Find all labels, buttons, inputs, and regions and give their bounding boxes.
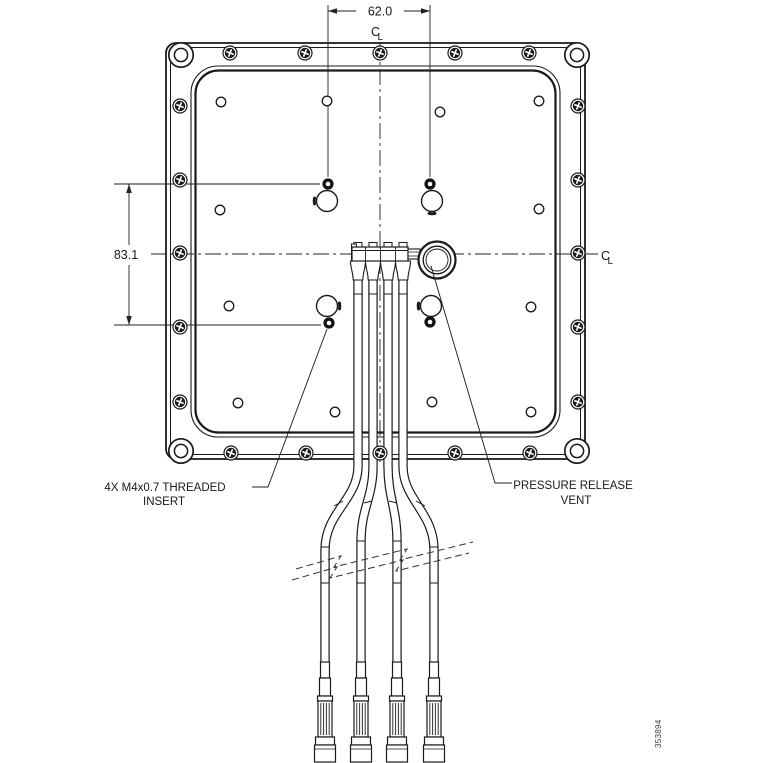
connector-flange bbox=[316, 737, 335, 745]
ring-inner bbox=[570, 48, 583, 61]
screw-icon bbox=[223, 46, 237, 60]
connector-crimp bbox=[354, 701, 368, 737]
screw-icon bbox=[571, 99, 585, 113]
screw-icon bbox=[523, 446, 537, 460]
connector-crimp bbox=[318, 701, 332, 737]
strain-relief-cone bbox=[381, 261, 396, 280]
panel-hole bbox=[534, 96, 544, 106]
connector-neck bbox=[430, 662, 439, 678]
panel-hole bbox=[526, 407, 536, 417]
threaded-insert-icon bbox=[424, 316, 435, 327]
hole-circle bbox=[317, 191, 338, 212]
dim-83-label: 83.1 bbox=[113, 248, 139, 262]
panel-hole bbox=[216, 97, 226, 107]
connector-neck bbox=[321, 662, 330, 678]
insert-bore bbox=[428, 182, 433, 187]
insert-bore bbox=[326, 182, 331, 187]
connector-crimp bbox=[390, 701, 404, 737]
screw-icon bbox=[299, 446, 313, 460]
screw-icon bbox=[373, 46, 387, 60]
ring-inner bbox=[174, 48, 187, 61]
threaded-insert-icon bbox=[323, 317, 334, 328]
cl-c-glyph: C bbox=[601, 249, 611, 263]
hole-circle bbox=[317, 296, 338, 317]
connector-cap bbox=[427, 696, 442, 701]
cl-l-glyph: L bbox=[377, 32, 384, 43]
screw-icon bbox=[173, 395, 187, 409]
connector-body bbox=[424, 745, 445, 762]
corner-screw-icon bbox=[565, 43, 589, 67]
connector-flange bbox=[352, 737, 371, 745]
panel-hole bbox=[322, 96, 332, 106]
pressure-vent-label-line1: PRESSURE RELEASE bbox=[513, 480, 633, 492]
rf-connector-4 bbox=[424, 662, 445, 762]
connector-flange bbox=[425, 737, 444, 745]
strain-relief-cone bbox=[366, 261, 381, 280]
connector-body bbox=[315, 745, 336, 762]
hole-circle bbox=[421, 296, 442, 317]
centerline-symbol-right bbox=[601, 249, 614, 267]
connector-cap bbox=[354, 696, 369, 701]
connector-ferrule bbox=[392, 678, 403, 696]
connector-neck bbox=[357, 662, 366, 678]
strain-relief-cone bbox=[351, 261, 366, 280]
screw-icon bbox=[571, 395, 585, 409]
strain-relief-cone bbox=[396, 261, 411, 280]
connector-neck bbox=[393, 662, 402, 678]
corner-screw-icon bbox=[169, 43, 193, 67]
threaded-insert-label-line2: INSERT bbox=[143, 496, 185, 508]
screw-icon bbox=[448, 46, 462, 60]
panel-hole bbox=[330, 407, 340, 417]
pressure-release-vent bbox=[419, 242, 456, 279]
panel-hole bbox=[215, 205, 225, 215]
connector-flange bbox=[388, 737, 407, 745]
connector-crimp bbox=[427, 701, 441, 737]
part-number: 353894 bbox=[654, 719, 663, 748]
screw-icon bbox=[224, 446, 238, 460]
rf-connector-2 bbox=[351, 662, 372, 762]
panel-hole bbox=[435, 107, 445, 117]
connector-ferrule bbox=[429, 678, 440, 696]
insert-bore bbox=[327, 321, 332, 326]
screw-icon bbox=[298, 46, 312, 60]
pressure-vent-label-line2: VENT bbox=[560, 495, 592, 507]
screw-icon bbox=[173, 173, 187, 187]
connector-cap bbox=[318, 696, 333, 701]
screw-icon bbox=[173, 320, 187, 334]
screw-icon bbox=[571, 173, 585, 187]
cl-c-glyph: C bbox=[371, 25, 381, 39]
panel-hole bbox=[526, 302, 536, 312]
connector-body bbox=[351, 745, 372, 762]
connector-cap bbox=[390, 696, 405, 701]
screw-icon bbox=[571, 246, 585, 260]
connector-ferrule bbox=[356, 678, 367, 696]
dim-62-label: 62.0 bbox=[367, 4, 393, 19]
screw-icon bbox=[522, 46, 536, 60]
connector-body bbox=[387, 745, 408, 762]
cl-l-glyph: L bbox=[607, 256, 614, 267]
ring-inner bbox=[174, 444, 187, 457]
panel-hole bbox=[534, 204, 544, 214]
panel-hole bbox=[233, 398, 243, 408]
rf-connector-3 bbox=[387, 662, 408, 762]
cable-break-symbol bbox=[292, 542, 473, 580]
threaded-insert-icon bbox=[322, 178, 333, 189]
screw-icon bbox=[571, 320, 585, 334]
panel-hole bbox=[427, 397, 437, 407]
screw-icon bbox=[173, 99, 187, 113]
insert-bore bbox=[428, 320, 433, 325]
screw-icon bbox=[373, 446, 387, 460]
connector-ferrule bbox=[320, 678, 331, 696]
rf-connector-1 bbox=[315, 662, 336, 762]
corner-screw-icon bbox=[565, 439, 589, 463]
ring-inner bbox=[570, 444, 583, 457]
corner-screw-icon bbox=[169, 439, 193, 463]
screw-icon bbox=[448, 446, 462, 460]
hole-circle bbox=[422, 191, 443, 212]
threaded-insert-icon bbox=[424, 178, 435, 189]
centerline-symbol-top bbox=[371, 25, 384, 43]
threaded-insert-label-line1: 4X M4x0.7 THREADED bbox=[104, 482, 226, 494]
bottom-center-screw bbox=[373, 446, 387, 460]
screw-icon bbox=[173, 246, 187, 260]
panel-hole bbox=[224, 301, 234, 311]
rf-connectors bbox=[315, 662, 445, 762]
